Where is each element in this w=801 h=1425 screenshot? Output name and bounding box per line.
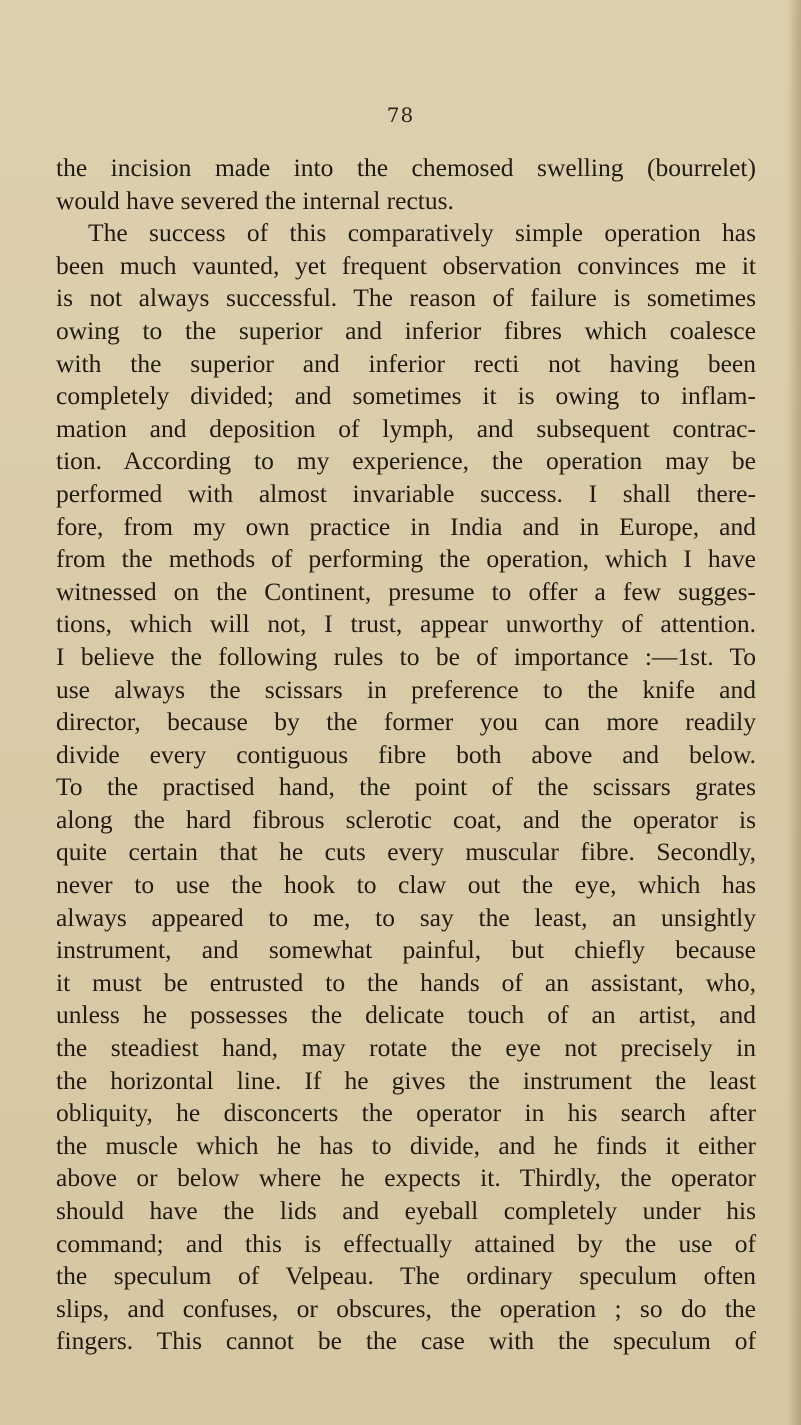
text-line: divide every contiguous fibre both above and below. xyxy=(56,739,756,769)
text-line: always appeared to me, to say the least, an unsightly xyxy=(56,902,756,932)
text-line: tions, which will not, I trust, appear unworthy of attention. xyxy=(56,609,756,639)
text-line: along the hard fibrous sclerotic coat, and the operator is xyxy=(56,804,756,834)
text-line: it must be entrusted to the hands of an assistant, who, xyxy=(56,967,756,997)
text-line: with the superior and inferior recti not having been xyxy=(56,348,756,378)
text-line: from the methods of performing the operation, which I have xyxy=(56,544,756,574)
text-line: obliquity, he disconcerts the operator in his search after xyxy=(56,1098,756,1128)
text-line: is not always successful. The reason of failure is sometimes xyxy=(56,283,756,313)
text-line: completely divided; and sometimes it is owing to inflam- xyxy=(56,381,756,411)
text-line: mation and deposition of lymph, and subsequent contrac- xyxy=(56,413,756,443)
page-edge-shadow xyxy=(787,0,801,1425)
text-line: fingers. This cannot be the case with the speculum of xyxy=(56,1326,756,1356)
text-line: unless he possesses the delicate touch of an artist, and xyxy=(56,1000,756,1030)
text-line: I believe the following rules to be of importance :—1st. To xyxy=(56,641,756,671)
text-line: The success of this comparatively simple operation has xyxy=(88,218,756,248)
text-line: should have the lids and eyeball completely under his xyxy=(56,1196,756,1225)
text-line: fore, from my own practice in India and in Europe, and xyxy=(56,511,756,541)
text-line: To the practised hand, the point of the scissars grates xyxy=(56,772,756,802)
text-line: witnessed on the Continent, presume to offer a few sugges- xyxy=(56,576,756,606)
text-line: the incision made into the chemosed swelling (bourrelet) xyxy=(56,153,756,182)
text-line: use always the scissars in preference to the knife and xyxy=(56,674,756,704)
text-line: tion. According to my experience, the operation may be xyxy=(56,446,756,476)
text-line: above or below where he expects it. Thirdly, the operator xyxy=(56,1163,756,1193)
text-line: performed with almost invariable success. I shall there- xyxy=(56,478,756,508)
body-text xyxy=(56,152,756,1358)
text-line: command; and this is effectually attained by the use of xyxy=(56,1228,756,1258)
text-line: instrument, and somewhat painful, but chiefly because xyxy=(56,935,756,965)
text-line: the speculum of Velpeau. The ordinary speculum often xyxy=(56,1261,756,1291)
text-line: the steadiest hand, may rotate the eye not precisely in xyxy=(56,1033,756,1063)
page-number: 78 xyxy=(386,103,415,127)
text-line: owing to the superior and inferior fibres which coalesce xyxy=(56,315,756,345)
text-line: quite certain that he cuts every muscular fibre. Secondly, xyxy=(56,837,756,867)
text-line: the muscle which he has to divide, and he finds it either xyxy=(56,1130,756,1160)
text-line: would have severed the internal rectus. xyxy=(56,185,454,215)
text-line: the horizontal line. If he gives the instrument the least xyxy=(56,1065,756,1095)
text-line: director, because by the former you can more readily xyxy=(56,707,756,737)
text-line: slips, and confuses, or obscures, the operation ; so do the xyxy=(56,1293,756,1323)
text-line: never to use the hook to claw out the eye, which has xyxy=(56,870,756,900)
text-line: been much vaunted, yet frequent observation convinces me it xyxy=(56,250,756,280)
